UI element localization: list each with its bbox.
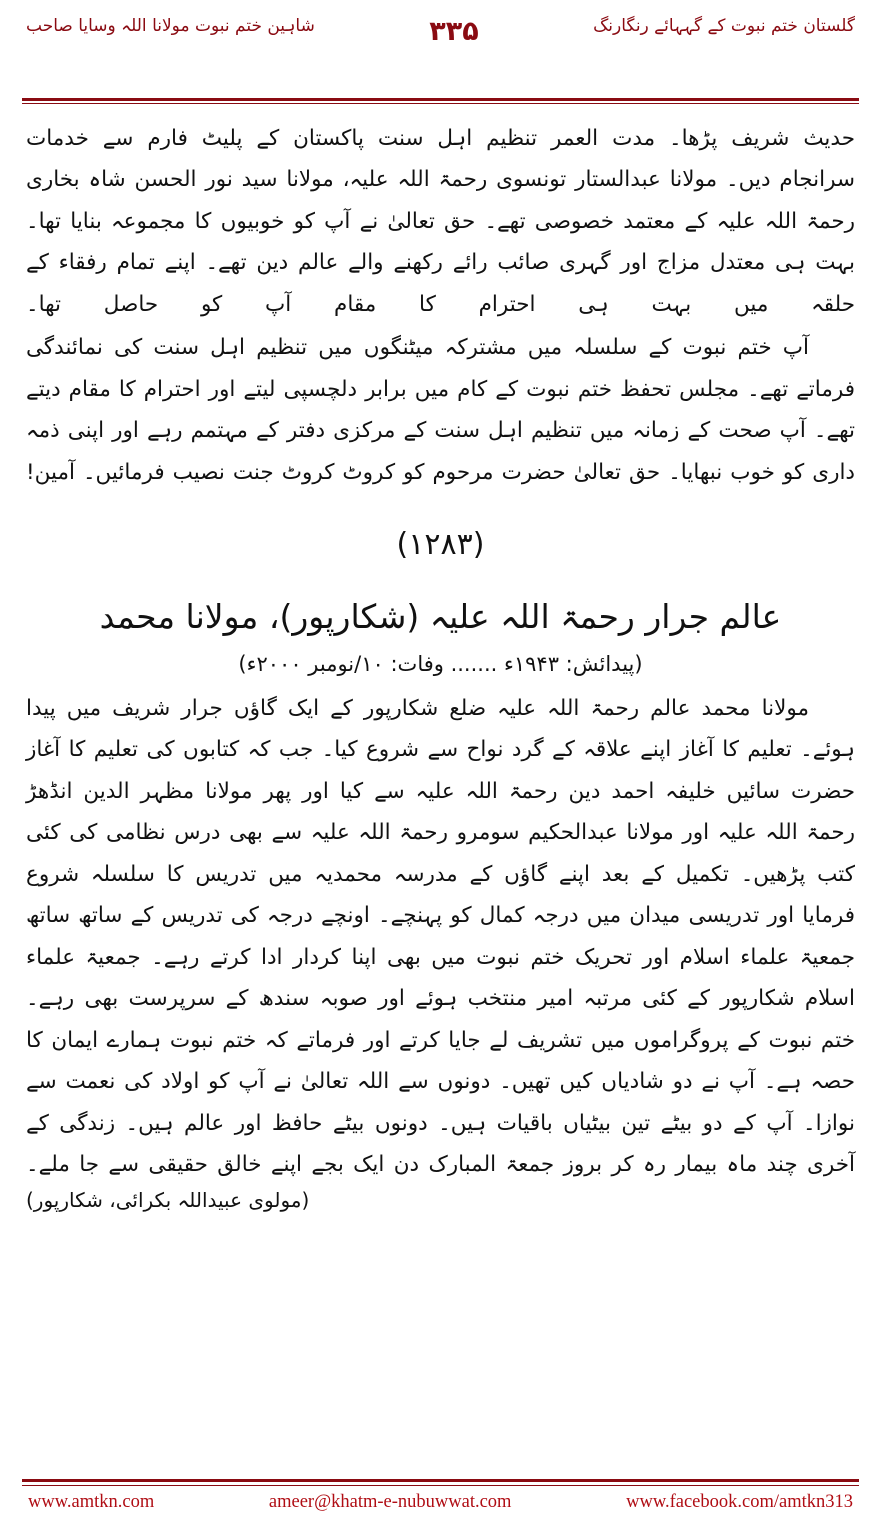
entry-number: (۱۲۸۳) [396, 527, 485, 563]
biography-paragraph: مولانا محمد عالم رحمۃ اللہ علیہ ضلع شکارپور کے ایک گاؤں جرار شریف میں پیدا ہوئے۔ تعلیم کا آغاز اپنے علاقہ کے گرد نواح سے شروع کیا۔ جب کہ کتابوں کی تعلیم کا آغاز حضرت سائیں خلیفہ احمد دین رحمۃ اللہ علیہ سے کیا اور پھر مولانا مظہر الدین انڈھڑ رحمۃ اللہ علیہ اور مولانا عبدالحکیم سومرو رحمۃ اللہ علیہ سے بھی درس نظامی کی کئی کتب پڑھیں۔ تکمیل کے بعد اپنے گاؤں کے مدرسہ محمدیہ میں تدریس کا سلسلہ شروع فرمایا اور تدریسی میدان میں درجہ کمال کو پہنچے۔ اونچے درجہ کی تدریس کے ساتھ ساتھ جمعیۃ علماء اسلام اور تحریک ختم نبوت میں بھی اپنا کردار ادا کرتے رہے۔ جمعیۃ علماء اسلام شکارپور کے کئی مرتبہ امیر منتخب ہوئے اور صوبہ سندھ کے سرپرست بھی رہے۔ ختم نبوت کے پروگراموں میں تشریف لے جایا کرتے اور فرماتے کہ ختم نبوت ہمارے ایمان کا حصہ ہے۔ آپ نے دو شادیاں کیں تھیں۔ دونوں سے اللہ تعالیٰ نے آپ کو اولاد کی نعمت سے نوازا۔ آپ کے دو بیٹے تین بیٹیاں باقیات ہیں۔ دونوں بیٹے حافظ اور عالم ہیں۔ زندگی کے آخری چند ماہ بیمار رہ کر بروز جمعۃ المبارک دن ایک بجے اپنے خالق حقیقی سے جا ملے۔ [26, 695, 855, 1178]
entry-title: عالم جرار رحمۃ اللہ علیہ (شکارپور)، مولانا محمد [99, 597, 782, 637]
footer-website-link[interactable]: www.amtkn.com [28, 1492, 155, 1512]
page-header [0, 0, 881, 88]
header-left-title: شاہین ختم نبوت مولانا اللہ وسایا صاحب [26, 16, 315, 36]
header-row [26, 14, 855, 47]
footer-links [22, 1492, 859, 1513]
footer-divider-thick [22, 1479, 859, 1482]
footer-email-link[interactable]: ameer@khatm-e-nubuwwat.com [268, 1492, 512, 1512]
footer-facebook-link[interactable]: www.facebook.com/amtkn313 [626, 1492, 853, 1512]
header-right-title: گلستان ختم نبوت کے گہہائے رنگارنگ [593, 16, 855, 36]
paragraph-1: حدیث شریف پڑھا۔ مدت العمر تنظیم اہل سنت پاکستان کے پلیٹ فارم سے خدمات سرانجام دیں۔ مولانا عبدالستار تونسوی رحمۃ اللہ علیہ، مولانا سید نور الحسن شاہ بخاری رحمۃ اللہ علیہ کے معتمد خصوصی تھے۔ حق تعالیٰ نے آپ کو خوبیوں کا مجموعہ بنایا تھا۔ بہت ہی معتدل مزاج اور گہری صائب رائے رکھنے والے عالم دین تھے۔ اپنے تمام رفقاء کے حلقہ میں بہت ہی احترام کا مقام آپ کو حاصل تھا۔ [26, 126, 855, 317]
header-divider-thick [22, 98, 859, 101]
page-number: ۳۳۵ [429, 16, 479, 47]
entry-dates: (پیدائش: ۱۹۴۳ء ....... وفات: ۱۰/نومبر ۲۰۰۰ء) [238, 651, 643, 676]
page-content [0, 104, 881, 1212]
paragraph-2: آپ ختم نبوت کے سلسلہ میں مشترکہ میٹنگوں میں تنظیم اہل سنت کی نمائندگی فرماتے تھے۔ مجلس تحفظ ختم نبوت کے کام میں برابر دلچسپی لیتے اور احترام کا مقام دیتے تھے۔ آپ صحت کے زمانہ میں تنظیم اہل سنت کے مرکزی دفتر کے مہتمم رہے اور اپنی ذمہ داری کو خوب نبھایا۔ حق تعالیٰ حضرت مرحوم کو کروٹ کروٹ جنت نصیب فرمائیں۔ آمین! [26, 335, 855, 485]
footer-divider-thin [22, 1485, 859, 1486]
page-footer [0, 1479, 881, 1513]
entry-signature: (مولوی عبیداللہ بکرائی، شکارپور) [26, 1187, 310, 1212]
